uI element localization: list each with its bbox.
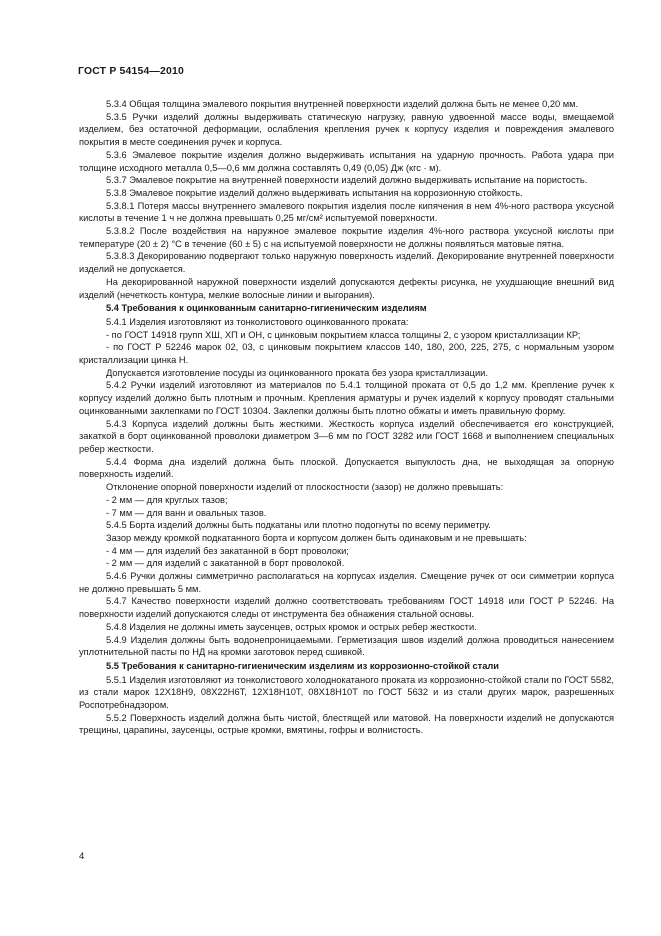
clause-5-4-8: 5.4.8 Изделия не должны иметь заусенцев, острых кромок и острых ребер жесткости. <box>106 621 477 632</box>
clause-5-3-8-3: 5.3.8.3 Декорированию подвергают только наружную поверхность изделий. Декорирование внутренней поверхности изделий не допускается. <box>79 251 614 275</box>
document-body <box>79 98 614 737</box>
section-heading-5-5: 5.5 Требования к санитарно-гигиеническим изделиям из коррозионно-стойкой стали <box>106 660 500 671</box>
clause-5-4-2: 5.4.2 Ручки изделий изготовляют из материалов по 5.4.1 толщиной проката от 0,5 до 1,2 мм. Крепление ручек к корпусу изделий должно быть плотным и прочным. Крепления арматуры и ручек изделий к корпусу проводят стальными оцинкованными заклепками по ГОСТ 10304. Заклепки должны быть плотно обжаты и иметь правильную форму. <box>79 380 614 416</box>
page-number: 4 <box>79 851 85 862</box>
clause-5-4-7: 5.4.7 Качество поверхности изделий должно соответствовать требованиям ГОСТ 14918 или ГОСТ Р 52246. На поверхности изделий допускаются следы от инструмента без обнажения стальной основы. <box>79 596 614 620</box>
clause-5-3-4: 5.3.4 Общая толщина эмалевого покрытия внутренней поверхности изделий должна быть не менее 0,20 мм. <box>106 99 579 109</box>
clause-5-3-5: 5.3.5 Ручки изделий должны выдерживать статическую нагрузку, равную удвоенной массе воды, вмещаемой изделием, без остаточной деформации, ослабления крепления ручек к корпусу изделия и повреждения эмалевого покрытия в месте соединения ручек и корпуса. <box>79 111 614 148</box>
document-header: ГОСТ Р 54154—2010 <box>78 66 184 77</box>
clause-5-3-8-2: 5.3.8.2 После воздействия на наружное эмалевое покрытие изделия 4%-ного раствора уксусной кислоты при температуре (20 ± 2) °С в течение (60 ± 5) с на испытуемой поверхности не должны появляться матовые пятна. <box>79 226 614 249</box>
list-item: - 7 мм — для ванн и овальных тазов. <box>106 507 267 518</box>
clause-5-4-5: 5.4.5 Борта изделий должны быть подкатаны или плотно подогнуты по всему периметру. <box>106 520 491 531</box>
clause-5-3-7: 5.3.7 Эмалевое покрытие на внутренней поверхности изделий должно выдерживать испытание на пористость. <box>106 175 588 186</box>
clause-5-4-3: 5.4.3 Корпуса изделий должны быть жесткими. Жесткость корпуса изделий обеспечивается его конструкцией, закаткой в борт оцинкованной проволоки диаметром 3—6 мм по ГОСТ 3282 или ГОСТ 1668 и выполнением специальных ребер жесткости. <box>79 418 614 454</box>
list-item: - 4 мм — для изделий без закатанной в борт проволоки; <box>106 545 349 556</box>
clause-decoration-defects: На декорированной наружной поверхности изделий допускаются дефекты рисунка, не ухудшающие внешний вид изделий (нечеткость контура, мелкие волосные линии и выгорания). <box>79 276 614 300</box>
clause-5-5-2: 5.5.2 Поверхность изделий должна быть чистой, блестящей или матовой. На поверхности изделий не допускаются трещины, царапины, заусенцы, острые кромки, вмятины, гофры и волнистость. <box>79 712 614 736</box>
clause-5-4-1: 5.4.1 Изделия изготовляют из тонколистового оцинкованного проката: <box>106 316 409 327</box>
list-item: - 2 мм — для изделий с закатанной в борт проволокой. <box>106 558 345 569</box>
section-heading-5-4: 5.4 Требования к оцинкованным санитарно-гигиеническим изделиям <box>106 303 427 314</box>
clause-5-3-6: 5.3.6 Эмалевое покрытие изделия должно выдерживать испытания на ударную прочность. Работа удара при толщине исходного металла 0,5—0,6 мм должна составлять 0,49 (0,05) Дж (кгс · м). <box>79 149 614 173</box>
clause-5-3-8: 5.3.8 Эмалевое покрытие изделий должно выдерживать испытания на коррозионную стойкость. <box>106 187 523 198</box>
clause-gap: Зазор между кромкой подкатанного борта и корпусом должен быть одинаковым и не превышать: <box>106 532 527 543</box>
list-item: - по ГОСТ 14918 групп ХШ, ХП и ОН, с цинковым покрытием класса толщины 2, с узором кристаллизации КР; <box>106 329 581 340</box>
clause-5-4-4: 5.4.4 Форма дна изделий должна быть плоской. Допускается выпуклость дна, не выходящая за опорную поверхность изделий. <box>79 456 614 480</box>
clause-no-pattern: Допускается изготовление посуды из оцинкованного проката без узора кристаллизации. <box>106 367 488 378</box>
clause-5-3-8-1: 5.3.8.1 Потеря массы внутреннего эмалевого покрытия изделия после кипячения в нем 4%-ного раствора уксусной кислоты в течение 1 ч не должна превышать 0,25 мг/см² испытуемой поверхности. <box>79 200 614 224</box>
list-item: - 2 мм — для круглых тазов; <box>106 494 228 505</box>
clause-5-4-9: 5.4.9 Изделия должны быть водонепроницаемыми. Герметизация швов изделий должна проводиться нанесением уплотнительной пасты по НД на кромки заготовок перед сшивкой. <box>79 634 614 658</box>
clause-5-5-1: 5.5.1 Изделия изготовляют из тонколистового холоднокатаного проката из коррозионно-стойкой стали по ГОСТ 5582, из стали марок 12Х18Н9, 08Х22Н6Т, 12Х18Н10Т, 08Х18Н10Т по ГОСТ 5632 и из стали других марок, разрешенных Роспотребнадзором. <box>79 674 614 711</box>
clause-5-4-6: 5.4.6 Ручки должны симметрично располагаться на корпусах изделия. Смещение ручек от оси симметрии корпуса не должно превышать 5 мм. <box>79 571 614 594</box>
list-item: - по ГОСТ Р 52246 марок 02, 03, с цинковым покрытием классов 140, 180, 200, 225, 275, с нормальным узором кристаллизации цинка Н. <box>79 342 614 366</box>
clause-flatness: Отклонение опорной поверхности изделий от плоскостности (зазор) не должно превышать: <box>106 482 504 493</box>
